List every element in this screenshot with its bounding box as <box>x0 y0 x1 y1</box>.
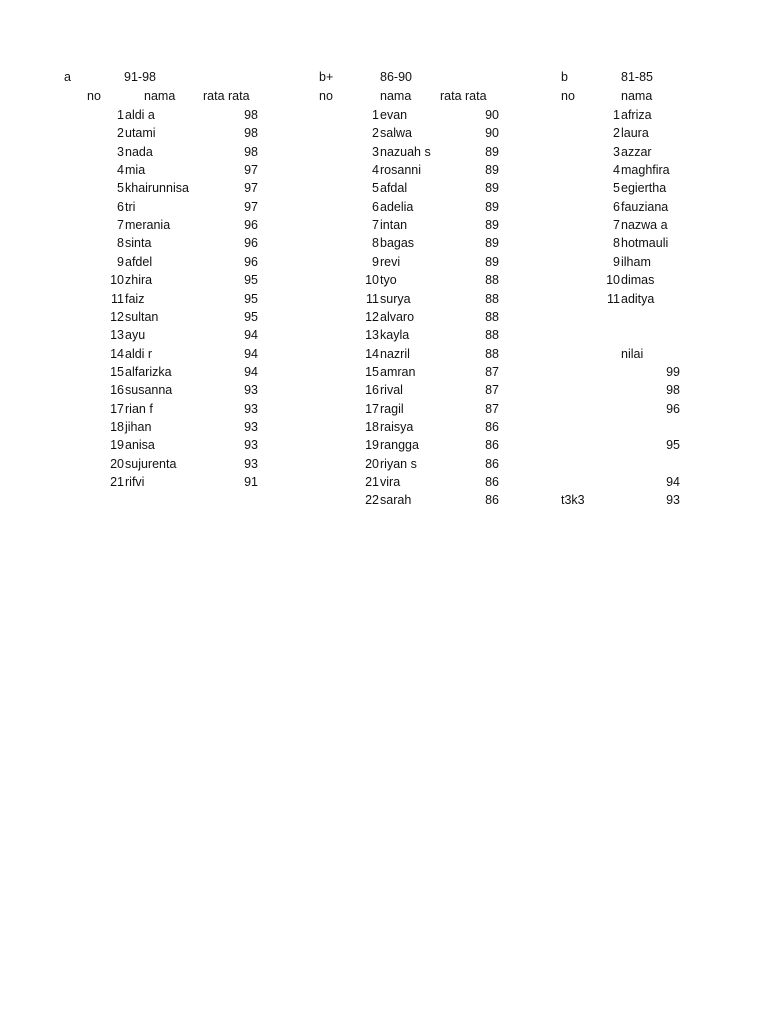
row-name: ragil <box>380 401 404 416</box>
row-score: 89 <box>485 218 499 233</box>
row-name: surya <box>380 291 411 306</box>
row-name: rosanni <box>380 163 421 178</box>
row-name: fauziana <box>621 199 669 214</box>
header-no: no <box>561 89 575 103</box>
row-number: 2 <box>613 126 620 141</box>
nilai-value: 93 <box>666 493 680 508</box>
row-score: 87 <box>485 401 499 416</box>
row-number: 11 <box>111 291 124 306</box>
row-number: 4 <box>117 163 124 178</box>
row-name: mia <box>125 163 146 178</box>
row-name: riyan s <box>380 456 417 471</box>
group-grade-label: b <box>561 70 568 84</box>
row-name: nada <box>125 144 153 159</box>
row-name: ayu <box>125 328 146 343</box>
row-number: 6 <box>117 199 124 214</box>
row-name: kayla <box>380 328 410 343</box>
header-nama: nama <box>144 89 176 103</box>
row-name: susanna <box>125 383 173 398</box>
row-name: dimas <box>621 273 655 288</box>
nilai-value: 98 <box>666 383 680 398</box>
row-name: nazuah s <box>380 144 431 159</box>
row-score: 88 <box>485 273 499 288</box>
row-number: 2 <box>117 126 124 141</box>
row-number: 14 <box>110 346 124 361</box>
row-score: 91 <box>244 475 258 489</box>
row-score: 95 <box>244 273 258 288</box>
row-name: aditya <box>621 291 655 306</box>
row-number: 8 <box>613 236 620 251</box>
row-number: 19 <box>365 438 379 453</box>
row-score: 89 <box>485 144 499 159</box>
row-number: 6 <box>613 199 620 214</box>
group-range-label: 86-90 <box>380 70 412 84</box>
row-score: 93 <box>244 401 258 416</box>
row-name: rangga <box>380 438 419 453</box>
row-number: 22 <box>365 493 379 508</box>
row-number: 1 <box>613 108 620 122</box>
header-nama: nama <box>380 89 412 103</box>
row-number: 15 <box>365 364 379 379</box>
row-name: azzar <box>621 144 652 159</box>
row-score: 97 <box>244 163 258 178</box>
row-number: 17 <box>365 401 379 416</box>
row-score: 87 <box>485 383 499 398</box>
row-score: 97 <box>244 181 258 196</box>
row-number: 16 <box>110 383 124 398</box>
row-name: bagas <box>380 236 415 251</box>
row-score: 89 <box>485 254 499 269</box>
row-score: 88 <box>485 346 499 361</box>
row-number: 20 <box>365 456 379 471</box>
row-name: aldi r <box>125 346 153 361</box>
row-number: 3 <box>613 144 620 159</box>
row-number: 19 <box>110 438 124 453</box>
nilai-value: 95 <box>666 438 680 453</box>
row-name: hotmauli <box>621 236 669 251</box>
row-number: 13 <box>110 328 124 343</box>
row-name: faiz <box>125 291 145 306</box>
row-name: intan <box>380 218 408 233</box>
row-name: afdal <box>380 181 408 196</box>
row-name: nazwa a <box>621 218 668 233</box>
row-name: amran <box>380 364 416 379</box>
nilai-value: 94 <box>666 475 680 489</box>
row-name: khairunnisa <box>125 181 189 196</box>
header-nama: nama <box>621 89 653 103</box>
row-name: vira <box>380 475 401 489</box>
row-name: nazril <box>380 346 410 361</box>
row-name: revi <box>380 254 401 269</box>
row-number: 4 <box>372 163 379 178</box>
row-score: 86 <box>485 456 499 471</box>
row-name: sinta <box>125 236 152 251</box>
row-name: rival <box>380 383 403 398</box>
nilai-label: nilai <box>621 346 644 361</box>
row-name: sujurenta <box>125 456 177 471</box>
row-name: anisa <box>125 438 155 453</box>
row-name: sultan <box>125 309 159 324</box>
row-name: merania <box>125 218 171 233</box>
row-number: 13 <box>365 328 379 343</box>
row-number: 5 <box>117 181 124 196</box>
row-number: 1 <box>117 108 124 122</box>
row-number: 21 <box>365 475 379 489</box>
row-number: 10 <box>365 273 379 288</box>
row-name: maghfira <box>621 163 670 178</box>
row-number: 9 <box>117 254 124 269</box>
row-score: 90 <box>485 108 499 122</box>
row-score: 98 <box>244 144 258 159</box>
row-score: 89 <box>485 181 499 196</box>
row-score: 95 <box>244 309 258 324</box>
row-name: laura <box>621 126 649 141</box>
row-score: 93 <box>244 456 258 471</box>
row-number: 11 <box>366 291 379 306</box>
row-name: utami <box>125 126 156 141</box>
row-score: 89 <box>485 163 499 178</box>
row-score: 98 <box>244 126 258 141</box>
header-no: no <box>319 89 333 103</box>
row-score: 96 <box>244 236 258 251</box>
row-number: 15 <box>110 364 124 379</box>
row-number: 7 <box>117 218 124 233</box>
row-name: adelia <box>380 199 414 214</box>
row-name: raisya <box>380 419 414 434</box>
nilai-value: 99 <box>666 364 680 379</box>
row-number: 14 <box>365 346 379 361</box>
row-number: 20 <box>110 456 124 471</box>
row-number: 17 <box>110 401 124 416</box>
row-number: 6 <box>372 199 379 214</box>
row-score: 87 <box>485 364 499 379</box>
row-score: 88 <box>485 291 499 306</box>
row-name: tri <box>125 199 136 214</box>
row-name: alvaro <box>380 309 415 324</box>
row-score: 86 <box>485 438 499 453</box>
row-number: 7 <box>372 218 379 233</box>
row-number: 3 <box>372 144 379 159</box>
row-name: egiertha <box>621 181 667 196</box>
row-name: zhira <box>125 273 153 288</box>
group-grade-label: a <box>64 70 71 84</box>
row-score: 89 <box>485 199 499 214</box>
row-number: 8 <box>372 236 379 251</box>
row-score: 90 <box>485 126 499 141</box>
row-score: 96 <box>244 254 258 269</box>
row-score: 86 <box>485 493 499 508</box>
row-number: 4 <box>613 163 620 178</box>
row-number: 7 <box>613 218 620 233</box>
row-number: 11 <box>607 291 620 306</box>
row-name: jihan <box>125 419 152 434</box>
row-number: 9 <box>613 254 620 269</box>
row-score: 93 <box>244 438 258 453</box>
row-score: 93 <box>244 383 258 398</box>
row-name: aldi a <box>125 108 155 122</box>
row-number: 8 <box>117 236 124 251</box>
row-score: 93 <box>244 419 258 434</box>
row-name: sarah <box>380 493 412 508</box>
row-number: 3 <box>117 144 124 159</box>
row-name: tyo <box>380 273 397 288</box>
row-name: evan <box>380 108 408 122</box>
row-name: afdel <box>125 254 153 269</box>
row-number: 21 <box>110 475 124 489</box>
row-number: 10 <box>606 273 620 288</box>
row-score: 86 <box>485 419 499 434</box>
row-number: 9 <box>372 254 379 269</box>
row-score: 95 <box>244 291 258 306</box>
row-score: 89 <box>485 236 499 251</box>
header-rata-rata: rata rata <box>440 89 487 103</box>
nilai-value: 96 <box>666 401 680 416</box>
row-name: afriza <box>621 108 652 122</box>
row-score: 94 <box>244 328 258 343</box>
row-score: 86 <box>485 475 499 489</box>
group-grade-label: b+ <box>319 70 334 84</box>
row-number: 16 <box>365 383 379 398</box>
row-score: 88 <box>485 328 499 343</box>
row-number: 12 <box>365 309 379 324</box>
t3k3-label: t3k3 <box>561 493 585 508</box>
row-score: 94 <box>244 346 258 361</box>
row-score: 97 <box>244 199 258 214</box>
group-range-label: 91-98 <box>124 70 156 84</box>
group-range-label: 81-85 <box>621 70 653 84</box>
row-name: rian f <box>125 401 153 416</box>
row-score: 94 <box>244 364 258 379</box>
row-number: 18 <box>110 419 124 434</box>
row-score: 98 <box>244 108 258 122</box>
row-number: 12 <box>110 309 124 324</box>
row-name: alfarizka <box>125 364 172 379</box>
row-number: 2 <box>372 126 379 141</box>
row-number: 10 <box>110 273 124 288</box>
row-number: 1 <box>372 108 379 122</box>
row-score: 88 <box>485 309 499 324</box>
row-number: 5 <box>613 181 620 196</box>
header-no: no <box>87 89 101 103</box>
row-name: salwa <box>380 126 412 141</box>
row-name: ilham <box>621 254 651 269</box>
row-name: rifvi <box>125 475 145 489</box>
header-rata-rata: rata rata <box>203 89 250 103</box>
row-number: 18 <box>365 419 379 434</box>
row-score: 96 <box>244 218 258 233</box>
row-number: 5 <box>372 181 379 196</box>
